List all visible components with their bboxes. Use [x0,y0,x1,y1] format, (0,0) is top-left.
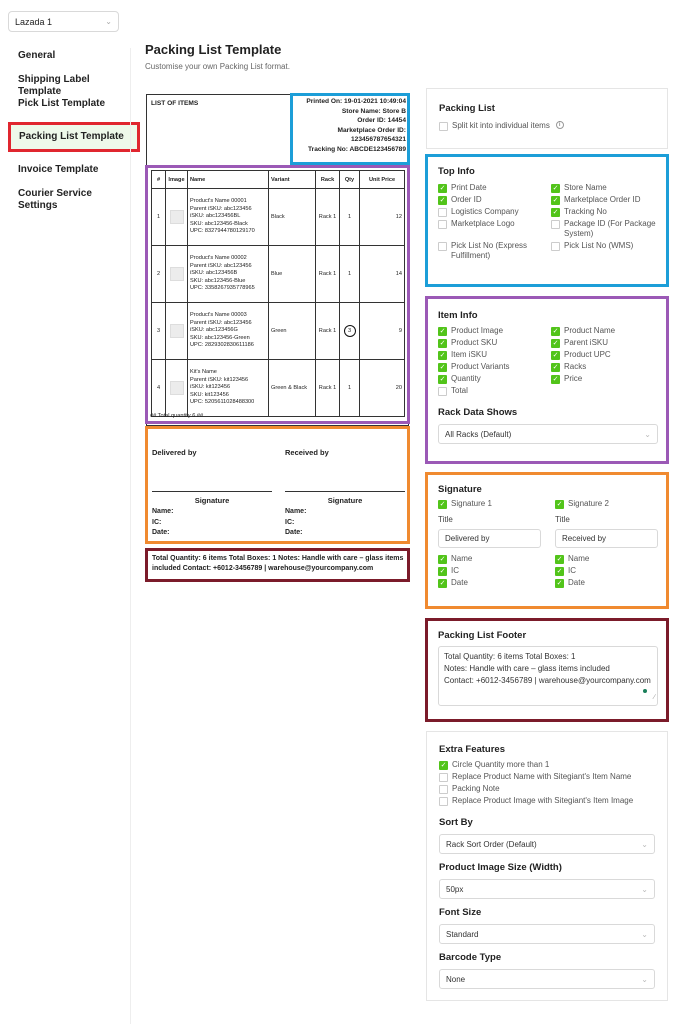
product-variants-option[interactable] [438,362,545,372]
nav-item-pick-list[interactable]: Pick List Template [18,98,106,109]
package-id-for-package-system-checkbox[interactable] [551,220,560,229]
signature-1-ic-option[interactable] [438,566,541,576]
logistics-company-label: Logistics Company [451,207,519,216]
product-image-placeholder [170,324,184,338]
chevron-down-icon: ⌄ [641,929,648,939]
signature-2-title-input[interactable]: Received by [555,529,658,548]
total-option[interactable] [438,386,545,396]
split-kit-option[interactable] [439,121,655,131]
signature-1-name-checkbox[interactable]: ✓ [439,555,446,563]
top-info-options [438,183,658,261]
chevron-down-icon: ⌄ [641,974,648,984]
name-line: SKU: abc123456-Black [190,220,248,227]
font-size-select[interactable] [439,924,655,944]
replace-product-name-with-sitegiant-s-item-name-checkbox[interactable] [439,773,448,782]
pick-list-no-express-fulfillment-checkbox[interactable] [438,242,447,251]
store-name-text: Store Name: Store B [341,107,406,115]
item-info-title: Item Info [438,310,478,321]
row-image [166,360,188,417]
qty-value: 1 [347,214,352,220]
marketplace-order-label: Marketplace Order ID: [337,126,406,134]
col-rack: Rack [316,171,340,189]
name-line: iSKU: kit123456 [190,384,231,391]
status-dot-icon [643,689,647,693]
marketplace-logo-checkbox[interactable] [438,220,447,229]
product-image-placeholder [170,210,184,224]
price-label: Price [564,374,583,383]
row-image [166,246,188,303]
parent-isku-label: Parent iSKU [564,338,609,347]
pick-list-no-wms-checkbox[interactable] [551,242,560,251]
marketplace-logo-option[interactable] [438,219,545,239]
tracking-no-option[interactable] [551,207,658,217]
row-name [188,189,269,246]
items-table [151,170,405,417]
nav-item-courier-service[interactable]: Courier Service Settings [18,188,92,211]
store-name-checkbox[interactable]: ✓ [552,184,559,192]
row-image [166,303,188,360]
nav-item-invoice[interactable]: Invoice Template [18,164,99,175]
item-info-options [438,326,658,396]
col-name: Name [188,171,269,189]
row-no: 4 [152,360,166,417]
price-option[interactable] [551,374,658,384]
settings-nav [10,50,138,212]
qty-value: 1 [347,271,352,277]
preview-signature-highlight [145,426,410,544]
logistics-company-option[interactable] [438,207,545,217]
name-line: SKU: abc123456-Green [190,334,250,341]
row-name [188,303,269,360]
image-size-select[interactable] [439,879,655,899]
rack-data-title: Rack Data Shows [438,407,518,418]
replace-product-name-with-sitegiant-s-item-name-option[interactable] [439,772,655,782]
date-label: Date: [152,529,170,536]
package-id-for-package-system-option[interactable] [551,219,658,239]
parent-isku-checkbox[interactable]: ✓ [552,339,559,347]
font-size-value: Standard [446,929,479,939]
row-image [166,189,188,246]
total-label: Total [451,386,468,395]
order-id-option[interactable] [438,195,545,205]
logistics-company-checkbox[interactable] [438,208,447,217]
total-quantity: ## Total quantity 6 ## [150,413,204,419]
print-date-label: Print Date [451,183,487,192]
marketplace-order-id-option[interactable] [551,195,658,205]
ic-option-label: IC [568,566,576,575]
row-name [188,360,269,417]
title-label-2: Title [555,515,570,524]
circled-qty: 3 [344,325,356,337]
footer-panel [438,630,658,706]
name-line: iSKU: abc123456BL [190,213,241,220]
table-row [152,303,405,360]
name-line: Kit's Name [190,369,217,376]
product-name-checkbox[interactable]: ✓ [552,327,559,335]
signature-1-name-option[interactable] [438,554,541,564]
preview-top-info [294,97,406,155]
row-qty [340,246,360,303]
title-label-1: Title [438,515,453,524]
product-image-label: Product Image [451,326,504,335]
packing-note-label: Packing Note [452,784,500,793]
product-image-placeholder [170,381,184,395]
print-date-checkbox[interactable]: ✓ [439,184,446,192]
sort-by-select[interactable] [439,834,655,854]
signature-1-checkbox[interactable]: ✓ [439,500,446,508]
signature-label-2: Signature [327,496,363,505]
product-upc-label: Product UPC [564,350,611,359]
row-no: 3 [152,303,166,360]
row-rack: Rack 1 [316,303,340,360]
name-option-label: Name [568,554,590,563]
package-id-for-package-system-label: Package ID (For Package System) [564,219,656,238]
extra-features-panel [426,731,668,1001]
signature-1-title-input[interactable]: Delivered by [438,529,541,548]
name-line: UPC: 8327944780129170 [190,228,255,235]
replace-product-image-with-sitegiant-s-item-image-label: Replace Product Image with Sitegiant's Item Image [452,796,634,805]
rack-data-value: All Racks (Default) [445,429,512,439]
quantity-option[interactable] [438,374,545,384]
circle-quantity-more-than-1-checkbox[interactable]: ✓ [440,761,447,769]
product-image-checkbox[interactable]: ✓ [439,327,446,335]
chevron-down-icon: ⌄ [641,884,648,894]
col-price: Unit Price [360,171,405,189]
racks-option[interactable] [551,362,658,372]
replace-product-name-with-sitegiant-s-item-name-label: Replace Product Name with Sitegiant's Item Name [452,772,632,781]
name-line: Parent iSKU: kit123456 [190,376,249,383]
signature-2-label: Signature 2 [568,499,609,508]
row-variant: Green & Black [269,360,316,417]
footer-line-3: Contact: +6012-3456789 | warehouse@yourcompany.com [444,676,651,685]
replace-product-image-with-sitegiant-s-item-image-checkbox[interactable] [439,797,448,806]
tracking-no-label: Tracking No [564,207,607,216]
name-line: Parent iSKU: abc123456 [190,319,252,326]
replace-product-image-with-sitegiant-s-item-image-option[interactable] [439,796,655,806]
col-no: # [152,171,166,189]
product-sku-label: Product SKU [451,338,498,347]
signature-1-ic-checkbox[interactable]: ✓ [439,567,446,575]
name-label: Name: [285,508,307,515]
nav-item-general[interactable]: General [18,50,56,61]
table-row [152,246,405,303]
name-line: Product's Name 00003 [190,312,247,319]
circle-quantity-more-than-1-label: Circle Quantity more than 1 [452,760,550,769]
resize-handle-icon[interactable]: ∕ [653,694,655,701]
signature-1-date-checkbox[interactable]: ✓ [439,579,446,587]
image-size-value: 50px [446,884,464,894]
ic-option-label: IC [451,566,459,575]
row-price: 9 [360,303,405,360]
extra-features-options [439,760,655,806]
pick-list-no-wms-label: Pick List No (WMS) [564,241,634,250]
store-select[interactable] [8,11,119,32]
product-image-option[interactable] [438,326,545,336]
signature-label-1: Signature [194,496,230,505]
row-no: 1 [152,189,166,246]
row-qty [340,189,360,246]
order-id-checkbox[interactable]: ✓ [439,196,446,204]
delivered-by: Delivered by [152,448,197,457]
qty-value: 1 [347,385,352,391]
product-image-placeholder [170,267,184,281]
store-select-value: Lazada 1 [15,16,53,27]
print-date-text: Printed On: 19-01-2021 10:49:04 [306,98,406,105]
sort-by-title: Sort By [439,817,473,828]
signature-line-1 [152,491,272,492]
product-name-label: Product Name [564,326,616,335]
received-by: Received by [285,448,329,457]
barcode-type-value: None [446,974,466,984]
ic-label: IC: [152,518,162,526]
signature-line-2 [285,491,405,492]
item-isku-checkbox[interactable]: ✓ [439,351,446,359]
product-name-option[interactable] [551,326,658,336]
packing-list-panel [426,88,668,149]
row-price: 12 [360,189,405,246]
row-qty [340,360,360,417]
footer-line-2: Notes: Handle with care – glass items included [444,664,610,673]
ic-label: IC: [285,518,295,526]
store-name-option[interactable] [551,183,658,193]
row-variant: Black [269,189,316,246]
row-rack: Rack 1 [316,360,340,417]
rack-data-select[interactable] [438,424,658,444]
signature-2-date-option[interactable] [555,578,658,588]
name-option-label: Name [451,554,473,563]
date-label: Date: [285,529,303,536]
racks-checkbox[interactable]: ✓ [552,363,559,371]
page-subtitle: Customise your own Packing List format. [145,62,290,71]
date-option-label: Date [451,578,468,587]
top-info-panel [438,166,658,261]
order-id-text: Order ID: 14454 [357,117,406,125]
nav-item-shipping-label[interactable]: Shipping Label Template [18,74,90,97]
product-variants-label: Product Variants [451,362,510,371]
row-variant: Blue [269,246,316,303]
chevron-down-icon: ⌄ [644,429,651,439]
table-row [152,189,405,246]
row-no: 2 [152,246,166,303]
packing-note-checkbox[interactable] [439,785,448,794]
row-rack: Rack 1 [316,189,340,246]
extra-features-title: Extra Features [439,744,506,755]
image-size-title: Product Image Size (Width) [439,862,562,873]
marketplace-logo-label: Marketplace Logo [451,219,515,228]
name-label: Name: [152,508,174,515]
pick-list-no-wms-option[interactable] [551,241,658,261]
marketplace-order-id-label: Marketplace Order ID [564,195,641,204]
table-row [152,360,405,417]
footer-textarea[interactable] [438,646,658,706]
col-variant: Variant [269,171,316,189]
chevron-down-icon: ⌄ [641,839,648,849]
signature-2-ic-checkbox[interactable]: ✓ [556,567,563,575]
product-upc-option[interactable] [551,350,658,360]
font-size-title: Font Size [439,907,482,918]
racks-label: Racks [564,362,587,371]
signature-1-label: Signature 1 [451,499,492,508]
tracking-no-checkbox[interactable]: ✓ [552,208,559,216]
parent-isku-option[interactable] [551,338,658,348]
row-name [188,246,269,303]
col-image: Image [166,171,188,189]
name-line: iSKU: abc123456B [190,270,238,277]
signature-fields-2 [285,507,306,539]
list-title: LIST OF ITEMS [151,100,199,107]
signature-2-checkbox[interactable]: ✓ [556,500,563,508]
pick-list-no-express-fulfillment-option[interactable] [438,241,545,261]
footer-title: Packing List Footer [438,630,527,641]
name-line: Product's Name 00001 [190,198,247,205]
name-line: Product's Name 00002 [190,255,247,262]
signature-panel [438,484,658,588]
signature-fields-1 [152,507,173,539]
top-info-title: Top Info [438,166,475,177]
signature-2-date-checkbox[interactable]: ✓ [556,579,563,587]
name-line: UPC: 3358267935778965 [190,285,255,292]
item-isku-label: Item iSKU [451,350,488,359]
name-line: UPC: 2829302830611186 [190,342,254,349]
item-isku-option[interactable] [438,350,545,360]
row-price: 20 [360,360,405,417]
preview-footer-text: Total Quantity: 6 items Total Boxes: 1 Notes: Handle with care – glass items included Contact: +6012-3456789 | warehouse@yourcompany.com [152,555,404,572]
split-kit-label: Split kit into individual items [452,121,550,130]
signature-1-date-option[interactable] [438,578,541,588]
footer-line-1: Total Quantity: 6 items Total Boxes: 1 [444,652,576,661]
row-variant: Green [269,303,316,360]
quantity-label: Quantity [451,374,481,383]
barcode-type-title: Barcode Type [439,952,502,963]
product-variants-checkbox[interactable]: ✓ [439,363,446,371]
marketplace-order-id: 123456787654321 [350,136,406,144]
name-line: Parent iSKU: abc123456 [190,205,252,212]
split-kit-checkbox[interactable] [439,122,448,131]
info-icon: i [556,121,564,129]
name-line: iSKU: abc123456G [190,327,238,334]
packing-note-option[interactable] [439,784,655,794]
product-sku-option[interactable] [438,338,545,348]
pick-list-no-express-fulfillment-label: Pick List No (Express Fulfillment) [451,241,528,260]
page-title: Packing List Template [145,42,282,57]
signature-title: Signature [438,484,482,495]
name-line: UPC: 5205611028488300 [190,399,255,406]
date-option-label: Date [568,578,585,587]
divider [130,48,131,1024]
price-checkbox[interactable]: ✓ [552,375,559,383]
nav-item-packing-list[interactable]: Packing List Template [8,122,140,152]
col-qty: Qty [340,171,360,189]
name-line: Parent iSKU: abc123456 [190,262,252,269]
print-date-option[interactable] [438,183,545,193]
items-table-wrap [151,170,405,417]
sort-by-value: Rack Sort Order (Default) [446,839,537,849]
chevron-down-icon: ⌄ [105,17,112,26]
signature-2-name-checkbox[interactable]: ✓ [556,555,563,563]
product-upc-checkbox[interactable]: ✓ [552,351,559,359]
tracking-no-text: Tracking No: ABCDE123456789 [308,145,406,153]
signature-2-name-option[interactable] [555,554,658,564]
name-line: SKU: abc123456-Blue [190,277,246,284]
packing-list-title: Packing List [439,103,495,114]
signature-2-option[interactable] [555,499,658,509]
store-name-label: Store Name [564,183,607,192]
row-price: 14 [360,246,405,303]
signature-2-ic-option[interactable] [555,566,658,576]
row-qty [340,303,360,360]
barcode-type-select[interactable] [439,969,655,989]
order-id-label: Order ID [451,195,482,204]
total-checkbox[interactable] [438,387,447,396]
name-line: SKU: kit123456 [190,391,229,398]
quantity-checkbox[interactable]: ✓ [439,375,446,383]
item-info-panel [438,310,658,444]
signature-1-option[interactable] [438,499,541,509]
circle-quantity-more-than-1-option[interactable] [439,760,655,770]
product-sku-checkbox[interactable]: ✓ [439,339,446,347]
marketplace-order-id-checkbox[interactable]: ✓ [552,196,559,204]
row-rack: Rack 1 [316,246,340,303]
